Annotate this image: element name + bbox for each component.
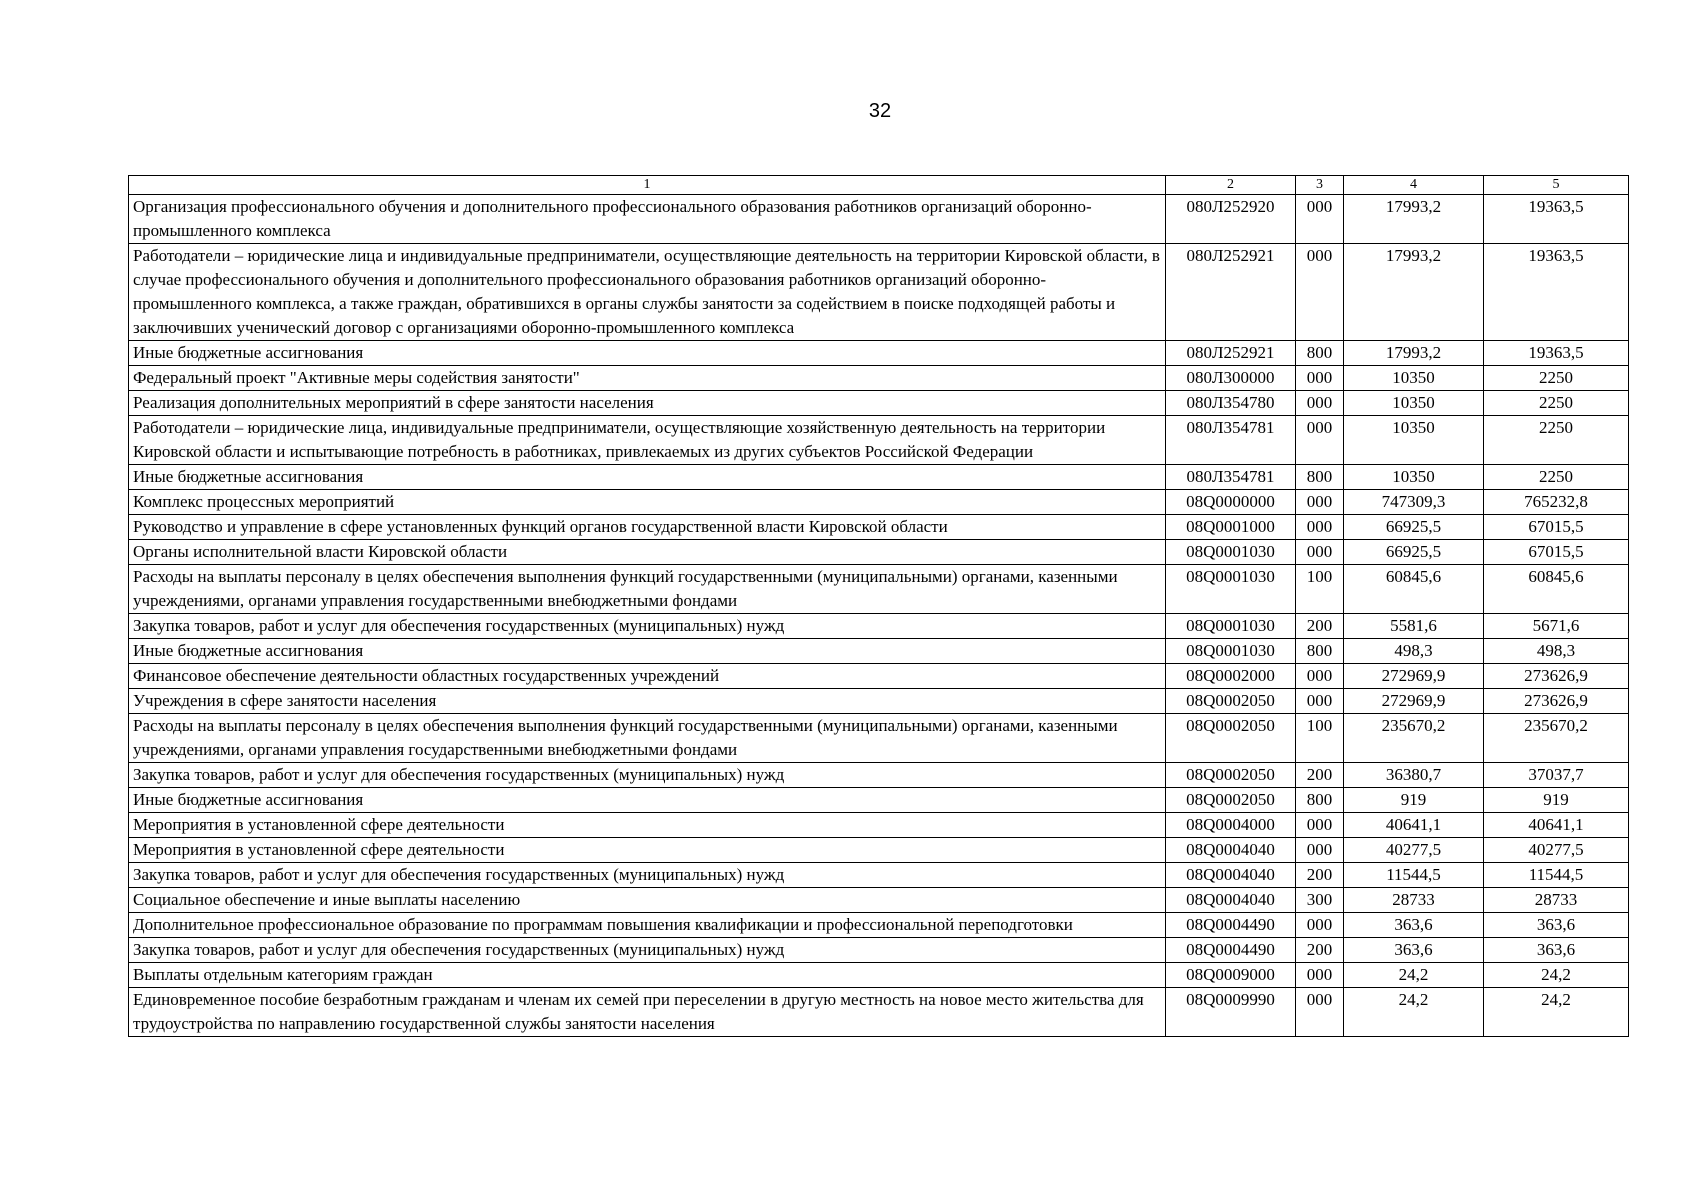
row-name-cell: Органы исполнительной власти Кировской области	[129, 540, 1166, 565]
row-value-1-cell: 747309,3	[1344, 490, 1484, 515]
row-value-2-cell: 273626,9	[1484, 689, 1629, 714]
row-name-cell: Единовременное пособие безработным гражданам и членам их семей при переселении в другую местность на новое место жительства для трудоустройства по направлению государственной службы занятости населения	[129, 988, 1166, 1037]
table-row	[129, 689, 1629, 714]
row-value-1-cell: 235670,2	[1344, 714, 1484, 763]
row-name-cell: Закупка товаров, работ и услуг для обеспечения государственных (муниципальных) нужд	[129, 614, 1166, 639]
column-header-1: 1	[129, 176, 1166, 195]
row-type-cell: 100	[1296, 565, 1344, 614]
row-type-cell: 800	[1296, 341, 1344, 366]
row-value-1-cell: 10350	[1344, 366, 1484, 391]
column-header-4: 4	[1344, 176, 1484, 195]
row-name-cell: Комплекс процессных мероприятий	[129, 490, 1166, 515]
table-row	[129, 788, 1629, 813]
table-body	[129, 195, 1629, 1037]
row-code-cell: 08Q0002050	[1166, 714, 1296, 763]
row-type-cell: 200	[1296, 938, 1344, 963]
row-value-2-cell: 19363,5	[1484, 195, 1629, 244]
row-name-cell: Закупка товаров, работ и услуг для обеспечения государственных (муниципальных) нужд	[129, 763, 1166, 788]
row-type-cell: 000	[1296, 838, 1344, 863]
row-name-cell: Дополнительное профессиональное образование по программам повышения квалификации и профессиональной переподготовки	[129, 913, 1166, 938]
row-type-cell: 100	[1296, 714, 1344, 763]
row-name-cell: Федеральный проект "Активные меры содействия занятости"	[129, 366, 1166, 391]
row-value-2-cell: 2250	[1484, 465, 1629, 490]
budget-table	[128, 175, 1629, 1037]
row-code-cell: 08Q0004040	[1166, 888, 1296, 913]
row-code-cell: 080Л252920	[1166, 195, 1296, 244]
row-code-cell: 08Q0001030	[1166, 540, 1296, 565]
row-name-cell: Иные бюджетные ассигнования	[129, 639, 1166, 664]
row-code-cell: 080Л354781	[1166, 416, 1296, 465]
table-row	[129, 714, 1629, 763]
row-value-1-cell: 66925,5	[1344, 540, 1484, 565]
row-name-cell: Иные бюджетные ассигнования	[129, 788, 1166, 813]
table-row	[129, 565, 1629, 614]
row-type-cell: 000	[1296, 540, 1344, 565]
row-name-cell: Руководство и управление в сфере установленных функций органов государственной власти Кировской области	[129, 515, 1166, 540]
row-name-cell: Закупка товаров, работ и услуг для обеспечения государственных (муниципальных) нужд	[129, 863, 1166, 888]
row-name-cell: Работодатели – юридические лица и индивидуальные предприниматели, осуществляющие деятельность на территории Кировской области, в случае профессионального обучения и дополнительного профессионального образования работников организаций оборонно-промышленного комплекса, а также граждан, обратившихся в органы службы занятости за содействием в поиске подходящей работы и заключивших ученический договор с организациями оборонно-промышленного комплекса	[129, 244, 1166, 341]
row-code-cell: 08Q0002050	[1166, 763, 1296, 788]
row-value-1-cell: 17993,2	[1344, 195, 1484, 244]
row-name-cell: Иные бюджетные ассигнования	[129, 341, 1166, 366]
row-code-cell: 08Q0001030	[1166, 639, 1296, 664]
table-row	[129, 490, 1629, 515]
row-value-1-cell: 66925,5	[1344, 515, 1484, 540]
row-type-cell: 000	[1296, 689, 1344, 714]
row-name-cell: Работодатели – юридические лица, индивидуальные предприниматели, осуществляющие хозяйственную деятельность на территории Кировской области и испытывающие потребность в работниках, привлекаемых из других субъектов Российской Федерации	[129, 416, 1166, 465]
table-row	[129, 391, 1629, 416]
table-row	[129, 416, 1629, 465]
row-value-1-cell: 36380,7	[1344, 763, 1484, 788]
row-type-cell: 800	[1296, 465, 1344, 490]
table-row	[129, 938, 1629, 963]
table-row	[129, 195, 1629, 244]
row-value-1-cell: 5581,6	[1344, 614, 1484, 639]
row-value-1-cell: 40277,5	[1344, 838, 1484, 863]
table-row	[129, 988, 1629, 1037]
row-type-cell: 000	[1296, 366, 1344, 391]
row-code-cell: 08Q0002000	[1166, 664, 1296, 689]
row-value-1-cell: 60845,6	[1344, 565, 1484, 614]
table-row	[129, 763, 1629, 788]
row-value-2-cell: 363,6	[1484, 913, 1629, 938]
row-code-cell: 080Л252921	[1166, 244, 1296, 341]
row-name-cell: Учреждения в сфере занятости населения	[129, 689, 1166, 714]
row-value-1-cell: 498,3	[1344, 639, 1484, 664]
row-code-cell: 08Q0009000	[1166, 963, 1296, 988]
row-type-cell: 200	[1296, 763, 1344, 788]
row-code-cell: 08Q0000000	[1166, 490, 1296, 515]
row-value-2-cell: 60845,6	[1484, 565, 1629, 614]
row-type-cell: 200	[1296, 863, 1344, 888]
row-code-cell: 08Q0001030	[1166, 565, 1296, 614]
row-value-1-cell: 10350	[1344, 391, 1484, 416]
row-value-2-cell: 919	[1484, 788, 1629, 813]
row-type-cell: 000	[1296, 195, 1344, 244]
row-value-1-cell: 28733	[1344, 888, 1484, 913]
table-row	[129, 888, 1629, 913]
row-value-2-cell: 19363,5	[1484, 244, 1629, 341]
row-value-2-cell: 235670,2	[1484, 714, 1629, 763]
column-header-2: 2	[1166, 176, 1296, 195]
row-code-cell: 08Q0001000	[1166, 515, 1296, 540]
row-type-cell: 000	[1296, 963, 1344, 988]
row-type-cell: 800	[1296, 788, 1344, 813]
row-type-cell: 000	[1296, 515, 1344, 540]
row-type-cell: 300	[1296, 888, 1344, 913]
table-row	[129, 515, 1629, 540]
row-code-cell: 080Л300000	[1166, 366, 1296, 391]
row-code-cell: 080Л354780	[1166, 391, 1296, 416]
row-value-2-cell: 11544,5	[1484, 863, 1629, 888]
row-value-2-cell: 5671,6	[1484, 614, 1629, 639]
row-value-2-cell: 24,2	[1484, 963, 1629, 988]
column-header-3: 3	[1296, 176, 1344, 195]
row-value-2-cell: 40641,1	[1484, 813, 1629, 838]
row-type-cell: 000	[1296, 490, 1344, 515]
row-code-cell: 08Q0004040	[1166, 863, 1296, 888]
row-name-cell: Расходы на выплаты персоналу в целях обеспечения выполнения функций государственными (муниципальными) органами, казенными учреждениями, органами управления государственными внебюджетными фондами	[129, 714, 1166, 763]
row-name-cell: Расходы на выплаты персоналу в целях обеспечения выполнения функций государственными (муниципальными) органами, казенными учреждениями, органами управления государственными внебюджетными фондами	[129, 565, 1166, 614]
row-code-cell: 080Л354781	[1166, 465, 1296, 490]
row-type-cell: 000	[1296, 391, 1344, 416]
row-value-2-cell: 363,6	[1484, 938, 1629, 963]
row-code-cell: 08Q0004000	[1166, 813, 1296, 838]
row-value-1-cell: 10350	[1344, 416, 1484, 465]
row-type-cell: 000	[1296, 664, 1344, 689]
row-value-2-cell: 24,2	[1484, 988, 1629, 1037]
row-value-1-cell: 10350	[1344, 465, 1484, 490]
row-name-cell: Закупка товаров, работ и услуг для обеспечения государственных (муниципальных) нужд	[129, 938, 1166, 963]
row-name-cell: Реализация дополнительных мероприятий в сфере занятости населения	[129, 391, 1166, 416]
row-value-2-cell: 19363,5	[1484, 341, 1629, 366]
row-value-1-cell: 272969,9	[1344, 689, 1484, 714]
row-type-cell: 000	[1296, 416, 1344, 465]
row-name-cell: Выплаты отдельным категориям граждан	[129, 963, 1166, 988]
row-type-cell: 800	[1296, 639, 1344, 664]
row-name-cell: Мероприятия в установленной сфере деятельности	[129, 813, 1166, 838]
row-name-cell: Мероприятия в установленной сфере деятельности	[129, 838, 1166, 863]
row-value-2-cell: 2250	[1484, 416, 1629, 465]
row-value-1-cell: 919	[1344, 788, 1484, 813]
row-value-2-cell: 67015,5	[1484, 515, 1629, 540]
table-row	[129, 913, 1629, 938]
table-row	[129, 366, 1629, 391]
row-code-cell: 08Q0009990	[1166, 988, 1296, 1037]
row-type-cell: 000	[1296, 244, 1344, 341]
row-value-2-cell: 67015,5	[1484, 540, 1629, 565]
page-number: 32	[868, 100, 892, 122]
table-row	[129, 465, 1629, 490]
table-row	[129, 664, 1629, 689]
table-row	[129, 838, 1629, 863]
table-row	[129, 244, 1629, 341]
row-value-2-cell: 37037,7	[1484, 763, 1629, 788]
column-header-5: 5	[1484, 176, 1629, 195]
row-value-1-cell: 11544,5	[1344, 863, 1484, 888]
row-name-cell: Организация профессионального обучения и дополнительного профессионального образования работников организаций оборонно-промышленного комплекса	[129, 195, 1166, 244]
row-code-cell: 08Q0004490	[1166, 938, 1296, 963]
table-header-row	[129, 176, 1629, 195]
row-name-cell: Финансовое обеспечение деятельности областных государственных учреждений	[129, 664, 1166, 689]
row-value-2-cell: 498,3	[1484, 639, 1629, 664]
row-value-1-cell: 17993,2	[1344, 341, 1484, 366]
row-value-1-cell: 24,2	[1344, 963, 1484, 988]
table-row	[129, 813, 1629, 838]
table-row	[129, 540, 1629, 565]
table-row	[129, 614, 1629, 639]
row-type-cell: 000	[1296, 913, 1344, 938]
row-code-cell: 08Q0002050	[1166, 788, 1296, 813]
table-row	[129, 341, 1629, 366]
row-name-cell: Социальное обеспечение и иные выплаты населению	[129, 888, 1166, 913]
row-value-1-cell: 363,6	[1344, 938, 1484, 963]
row-code-cell: 08Q0004040	[1166, 838, 1296, 863]
row-type-cell: 000	[1296, 988, 1344, 1037]
row-value-2-cell: 2250	[1484, 366, 1629, 391]
table-row	[129, 639, 1629, 664]
table-row	[129, 963, 1629, 988]
row-code-cell: 08Q0002050	[1166, 689, 1296, 714]
row-value-1-cell: 40641,1	[1344, 813, 1484, 838]
row-value-1-cell: 272969,9	[1344, 664, 1484, 689]
row-code-cell: 08Q0004490	[1166, 913, 1296, 938]
row-value-2-cell: 765232,8	[1484, 490, 1629, 515]
row-type-cell: 000	[1296, 813, 1344, 838]
row-value-2-cell: 40277,5	[1484, 838, 1629, 863]
row-name-cell: Иные бюджетные ассигнования	[129, 465, 1166, 490]
row-type-cell: 200	[1296, 614, 1344, 639]
table-row	[129, 863, 1629, 888]
row-code-cell: 080Л252921	[1166, 341, 1296, 366]
row-value-2-cell: 2250	[1484, 391, 1629, 416]
row-value-1-cell: 363,6	[1344, 913, 1484, 938]
row-value-2-cell: 273626,9	[1484, 664, 1629, 689]
row-value-1-cell: 17993,2	[1344, 244, 1484, 341]
row-code-cell: 08Q0001030	[1166, 614, 1296, 639]
row-value-1-cell: 24,2	[1344, 988, 1484, 1037]
row-value-2-cell: 28733	[1484, 888, 1629, 913]
